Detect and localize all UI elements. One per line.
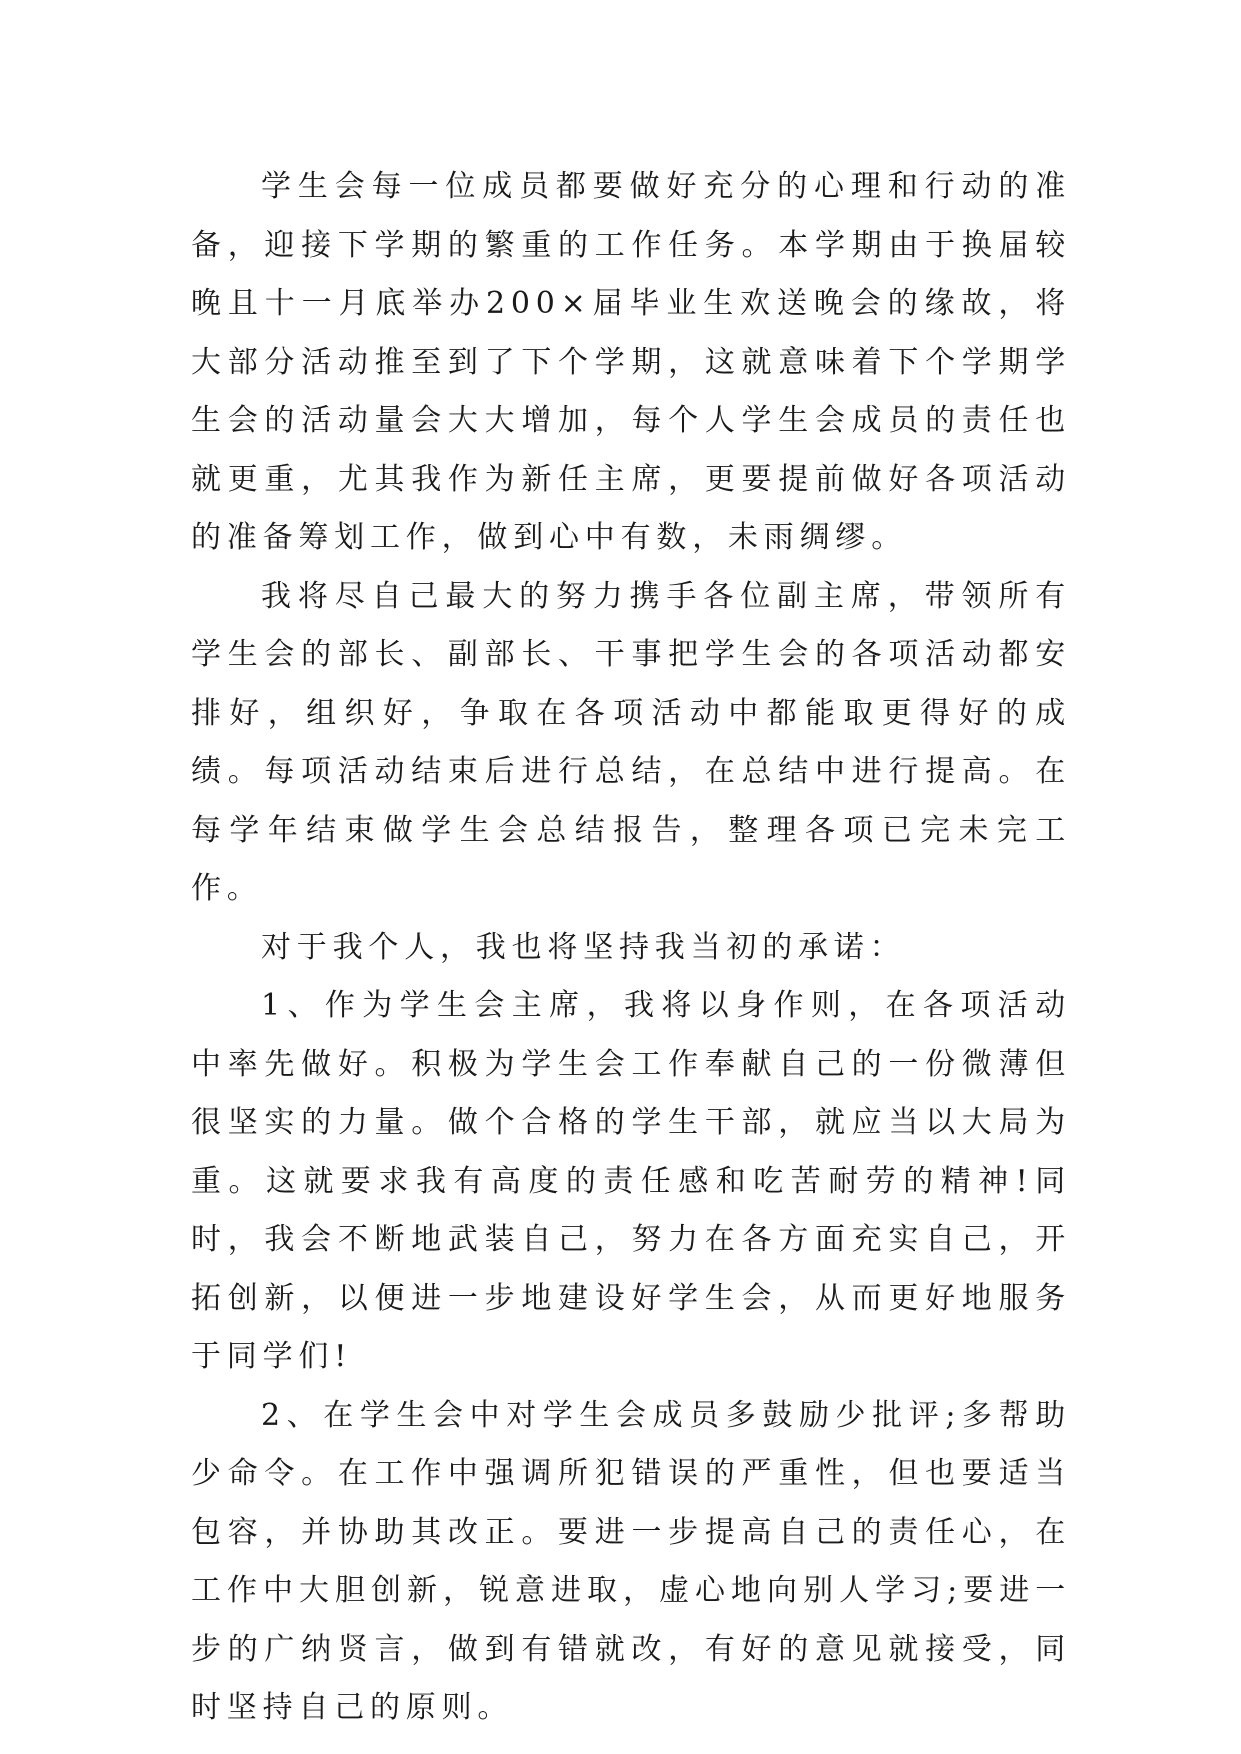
paragraph-1: 学生会每一位成员都要做好充分的心理和行动的准备，迎接下学期的繁重的工作任务。本学期由于换届较晚且十一月底举办200×届毕业生欢送晚会的缘故，将大部分活动推至到了下个学期，这就意味着下个学期学生会的活动量会大大增加，每个人学生会成员的责任也就更重，尤其我作为新任主席，更要提前做好各项活动的准备筹划工作，做到心中有数，未雨绸缪。 bbox=[191, 169, 1071, 555]
paragraph-5: 2、在学生会中对学生会成员多鼓励少批评;多帮助少命令。在工作中强调所犯错误的严重性，但也要适当包容，并协助其改正。要进一步提高自己的责任心，在工作中大胆创新，锐意进取，虚心地向别人学习;要进一步的广纳贤言，做到有错就改，有好的意见就接受，同时坚持自己的原则。 bbox=[191, 1397, 1071, 1725]
paragraph-2: 我将尽自己最大的努力携手各位副主席，带领所有学生会的部长、副部长、干事把学生会的各项活动都安排好，组织好，争取在各项活动中都能取更得好的成绩。每项活动结束后进行总结，在总结中进行提高。在每学年结束做学生会总结报告，整理各项已完未完工作。 bbox=[191, 578, 1071, 906]
paragraph-3: 对于我个人，我也将坚持我当初的承诺： bbox=[261, 929, 906, 965]
paragraph-4: 1、作为学生会主席，我将以身作则，在各项活动中率先做好。积极为学生会工作奉献自己的一份微薄但很坚实的力量。做个合格的学生干部，就应当以大局为重。这就要求我有高度的责任感和吃苦耐劳的精神!同时，我会不断地武装自己，努力在各方面充实自己，开拓创新，以便进一步地建设好学生会，从而更好地服务于同学们! bbox=[191, 988, 1071, 1374]
document-body bbox=[191, 158, 1071, 1738]
